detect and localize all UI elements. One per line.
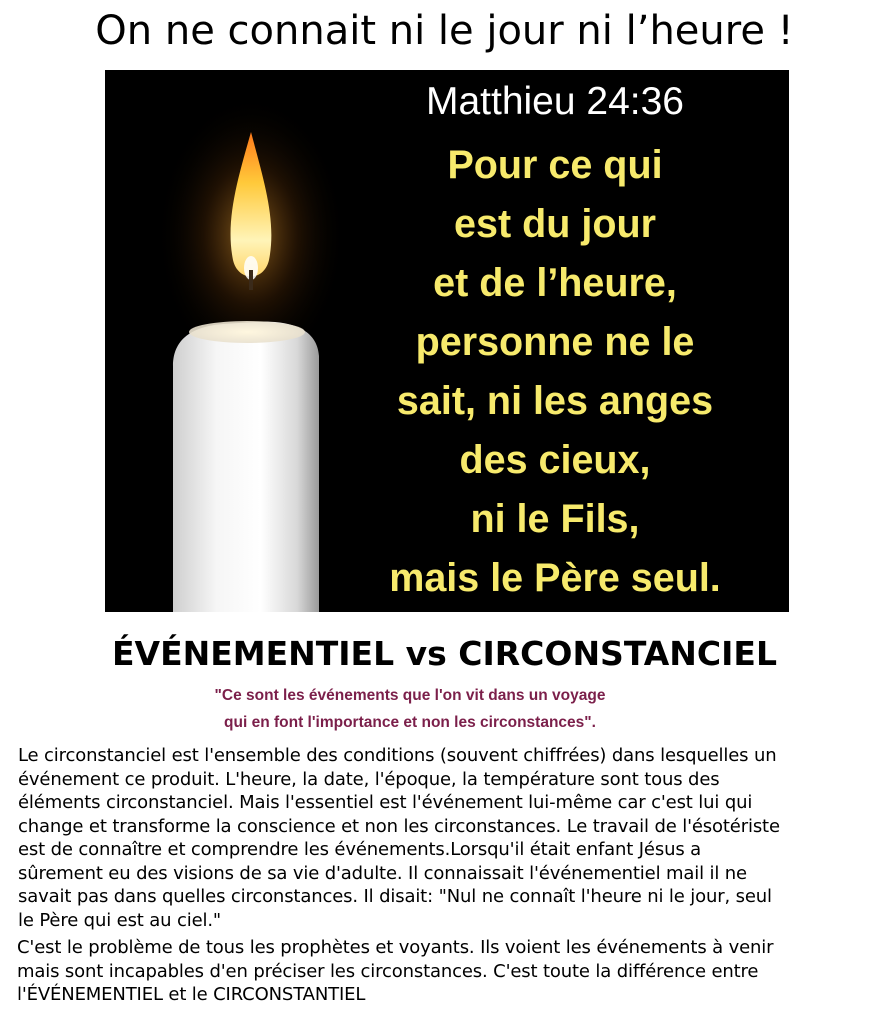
paragraph-line: change et transforme la conscience et non les circonstances. Le travail de l'ésotériste (18, 815, 780, 837)
paragraph-line: l'ÉVÉNEMENTIEL et le CIRCONSTANTIEL (17, 984, 366, 1005)
paragraph-line: sûrement eu des visions de sa vie d'adulte. Il connaissait l'événementiel mail il ne (18, 862, 747, 884)
verse-line: des cieux, (459, 438, 651, 482)
candle-body (173, 322, 319, 612)
body-paragraph-1 (18, 744, 880, 932)
paragraph-line: le Père qui est au ciel." (18, 909, 222, 931)
verse-line: Pour ce qui (447, 143, 663, 187)
section-heading: ÉVÉNEMENTIEL vs CIRCONSTANCIEL (111, 634, 777, 673)
verse-text (337, 136, 773, 608)
verse-line: sait, ni les anges (396, 379, 714, 423)
candle-wick (249, 270, 253, 290)
verse-line: ni le Fils, (470, 497, 640, 541)
paragraph-line: Le circonstanciel est l'ensemble des conditions (souvent chiffrées) dans lesquelles un (18, 745, 777, 766)
verse-line: est du jour (454, 202, 656, 246)
verse-image (105, 70, 789, 612)
verse-line: et de l’heure, (433, 261, 677, 305)
paragraph-line: événement ce produit. L'heure, la date, l'époque, la température sont tous des (18, 768, 720, 790)
paragraph-line: mais sont incapables d'en préciser les circonstances. C'est toute la différence entre (17, 960, 759, 982)
verse-line: mais le Père seul. (389, 556, 721, 600)
verse-line: personne ne le (415, 320, 695, 364)
verse-reference: Matthieu 24:36 (425, 80, 684, 123)
paragraph-line: savait pas dans quelles circonstances. Il disait: "Nul ne connaît l'heure ni le jour, seul (18, 886, 772, 907)
paragraph-line: C'est le problème de tous les prophètes et voyants. Ils voient les événements à venir (17, 937, 774, 958)
paragraph-line: est de connaître et comprendre les événements.Lorsqu'il était enfant Jésus a (18, 839, 702, 860)
quote (160, 682, 660, 736)
candle-top (189, 321, 305, 343)
body-paragraph-2 (17, 936, 879, 1007)
paragraph-line: éléments circonstanciel. Mais l'essentiel est l'événement lui-même car c'est lui qui (18, 792, 753, 813)
quote-line: qui en font l'importance et non les circonstances". (224, 714, 596, 731)
page-title: On ne connait ni le jour ni l’heure ! (95, 8, 794, 54)
quote-line: "Ce sont les événements que l'on vit dans un voyage (214, 687, 606, 704)
